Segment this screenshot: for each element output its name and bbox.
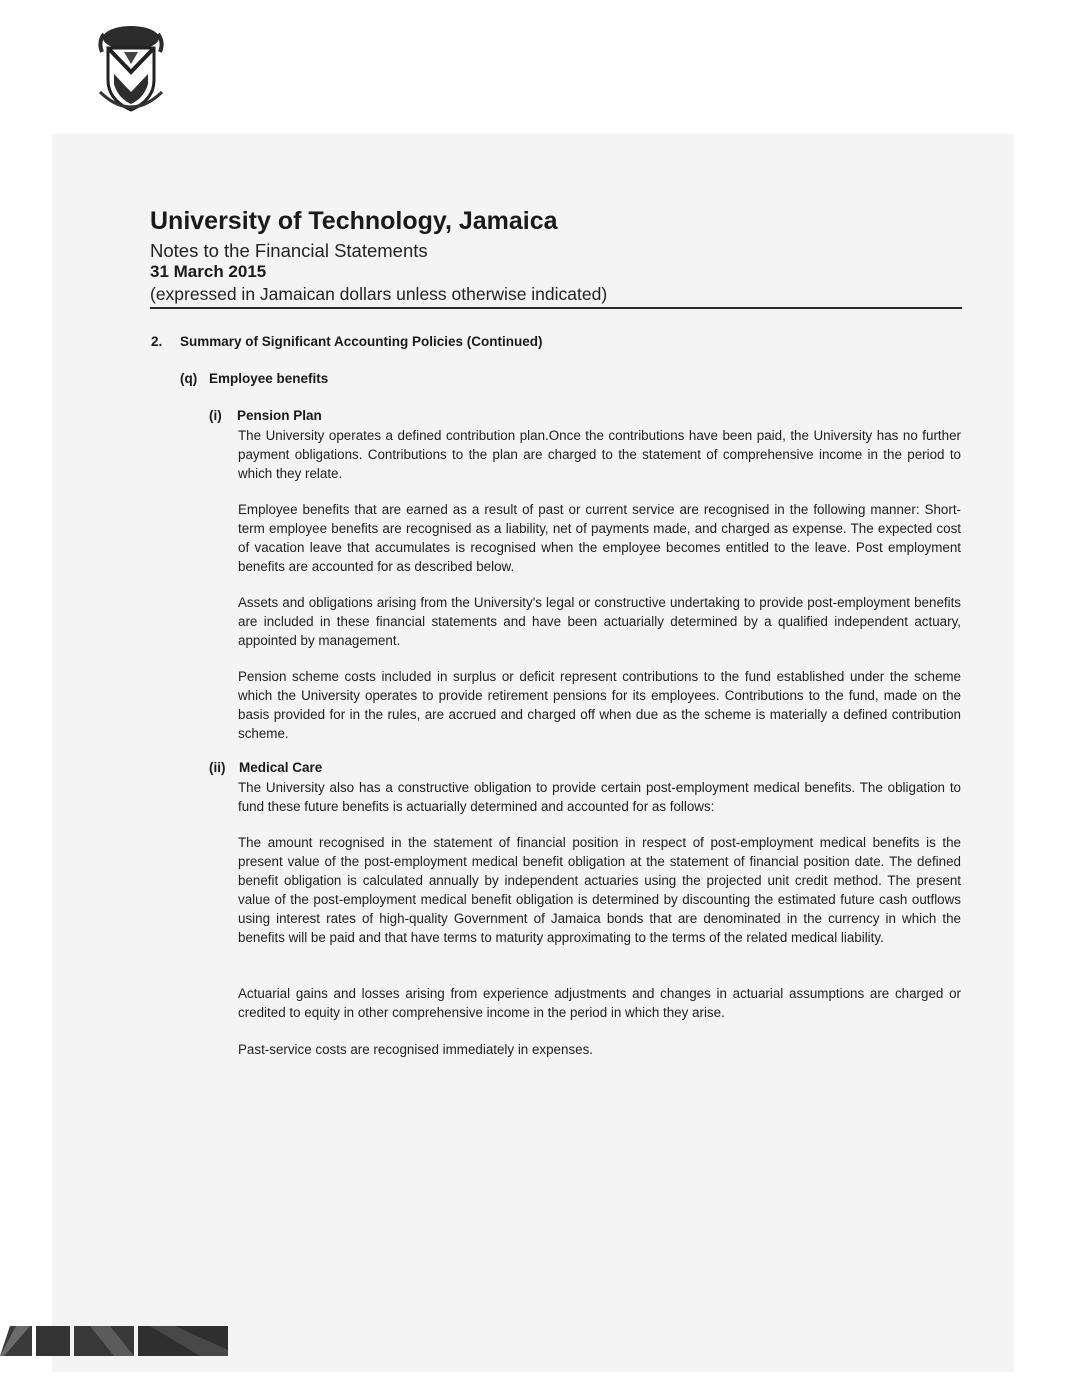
subsection-heading: Employee benefits bbox=[209, 371, 329, 386]
document-subtitle: Notes to the Financial Statements bbox=[150, 240, 428, 261]
pension-paragraph-4: Pension scheme costs included in surplus or deficit represent contributions to the fund established under the scheme which the University operates to provide retirement pensions for its employees. Contributions to the fund, made on the basis provided for in the rules, are accrued and charged off when due as the scheme is materially a defined contribution scheme. bbox=[238, 669, 961, 741]
currency-note: (expressed in Jamaican dollars unless otherwise indicated) bbox=[150, 284, 608, 304]
item-heading-medical-care: Medical Care bbox=[239, 760, 323, 775]
medical-paragraph-2: The amount recognised in the statement of financial position in respect of post-employment medical benefits is the present value of the post-employment medical benefit obligation at the statement of financial position date. The defined benefit obligation is calculated annually by independent actuaries using the projected unit credit method. The present value of the post-employment medical benefit obligation is determined by discounting the estimated future cash outflows using interest rates of high-quality Government of Jamaica bonds that are denominated in the currency in which the benefits will be paid and that have terms to maturity approximating to the terms of the related medical liability. bbox=[238, 835, 961, 945]
pension-paragraph-3: Assets and obligations arising from the University's legal or constructive undertaking to provide post-employment benefits are included in these financial statements and have been actuarially determined by a qualified independent actuary, appointed by management. bbox=[238, 595, 961, 648]
section-number: 2. bbox=[151, 334, 163, 349]
item-label-medical: (ii) bbox=[209, 760, 226, 775]
document-title: University of Technology, Jamaica bbox=[150, 207, 558, 235]
item-heading-pension-plan: Pension Plan bbox=[237, 408, 322, 423]
medical-paragraph-4: Past-service costs are recognised immediately in expenses. bbox=[238, 1042, 594, 1057]
subsection-label: (q) bbox=[180, 371, 198, 386]
medical-paragraph-3: Actuarial gains and losses arising from experience adjustments and changes in actuarial assumptions are charged or credited to equity in other comprehensive income in the period in which they arise. bbox=[238, 986, 961, 1020]
item-label-pension: (i) bbox=[209, 408, 222, 423]
medical-paragraph-1: The University also has a constructive obligation to provide certain post-employment medical benefits. The obligation to fund these future benefits is actuarially determined and accounted for as follows: bbox=[238, 780, 961, 814]
header-divider bbox=[150, 307, 962, 309]
pension-paragraph-1: The University operates a defined contribution plan.Once the contributions have been paid, the University has no further payment obligations. Contributions to the plan are charged to the statement of comprehensive income in the period to which they relate. bbox=[238, 428, 961, 481]
footer-stripes-decoration bbox=[0, 1326, 230, 1356]
pension-paragraph-2: Employee benefits that are earned as a result of past or current service are recognised in the following manner: Short-term employee benefits are recognised as a liability, net of payments made, and charged as expense. The expected cost of vacation leave that accumulates is recognised when the employee becomes entitled to the leave. Post employment benefits are accounted for as described below. bbox=[238, 502, 961, 574]
page-sheet bbox=[52, 134, 1014, 1372]
section-heading: Summary of Significant Accounting Policies (Continued) bbox=[180, 334, 543, 349]
statement-date: 31 March 2015 bbox=[150, 262, 267, 281]
university-crest-logo bbox=[94, 22, 168, 116]
